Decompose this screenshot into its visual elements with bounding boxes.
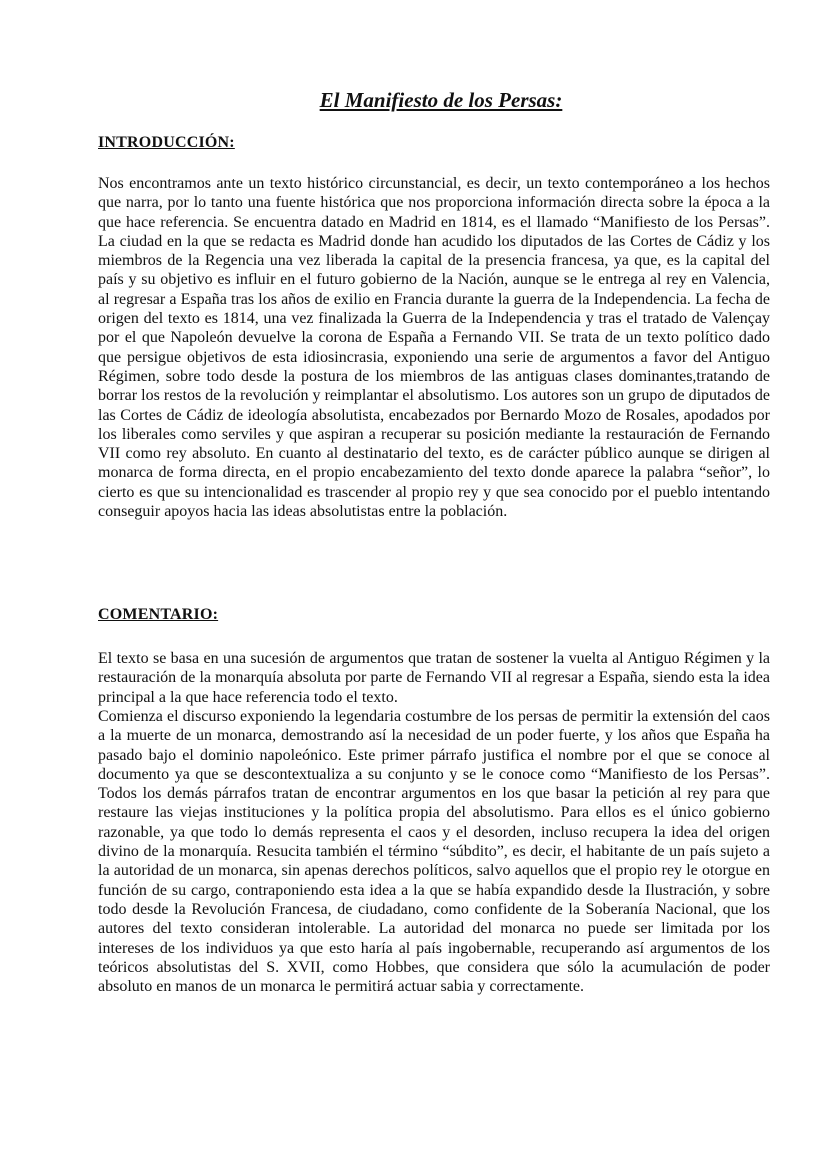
paragraph-comentario-2: Comienza el discurso exponiendo la legendaria costumbre de los persas de permitir la extensión del caos a la muerte de un monarca, demostrando así la necesidad de un poder fuerte, y los años que España ha pasado bajo el dominio napoleónico. Este primer párrafo justifica el nombre por el que se conoce al documento ya que se descontextualiza a su conjunto y se le conoce como “Manifiesto de los Persas”. Todos los demás párrafos tratan de encontrar argumentos en los que basar la petición al rey para que restaure las viejas instituciones y la política propia del absolutismo. Para ellos es el único gobierno razonable, ya que todo lo demás representa el caos y el desorden, incluso recupera la idea del origen divino de la monarquía. Resucita también el término “súbdito”, es decir, el habitante de un país sujeto a la autoridad de un monarca, sin apenas derechos políticos, salvo aquellos que el propio rey le otorgue en función de su cargo, contraponiendo esta idea a la que se había expandido desde la Ilustración, y sobre todo desde la Revolución Francesa, de ciudadano, como confidente de la Soberanía Nacional, que los autores del texto consideran intolerable. La autoridad del monarca no puede ser limitada por los intereses de los individuos ya que esto haría al país ingobernable, recuperando así argumentos de los teóricos absolutistas del S. XVII, como Hobbes, que considera que sólo la acumulación de poder absoluto en manos de un monarca le permitirá actuar sabia y correctamente.: [98, 708, 770, 996]
section-heading-comentario: COMENTARIO:: [98, 606, 219, 623]
document-title: El Manifiesto de los Persas:: [319, 88, 563, 112]
paragraph-introduccion: Nos encontramos ante un texto histórico circunstancial, es decir, un texto contemporáneo a los hechos que narra, por lo tanto una fuente histórica que nos proporciona información directa sobre la época a la que hace referencia. Se encuentra datado en Madrid en 1814, es el llamado “Manifiesto de los Persas”. La ciudad en la que se redacta es Madrid donde han acudido los diputados de las Cortes de Cádiz y los miembros de la Regencia una vez liberada la capital de la presencia francesa, ya que, es la capital del país y su objetivo es influir en el futuro gobierno de la Nación, aunque se le entrega al rey en Valencia, al regresar a España tras los años de exilio en Francia durante la guerra de la Independencia. La fecha de origen del texto es 1814, una vez finalizada la Guerra de la Independencia y tras el tratado de Valençay por el que Napoleón devuelve la corona de España a Fernando VII. Se trata de un texto político dado que persigue objetivos de esta idiosincrasia, exponiendo una serie de argumentos a favor del Antiguo Régimen, sobre todo desde la postura de los miembros de las antiguas clases dominantes,tratando de borrar los restos de la revolución y reimplantar el absolutismo. Los autores son un grupo de diputados de las Cortes de Cádiz de ideología absolutista, encabezados por Bernardo Mozo de Rosales, apodados por los liberales como serviles y que aspiran a recuperar su posición mediante la restauración de Fernando VII como rey absoluto. En cuanto al destinatario del texto, es de carácter público aunque se dirigen al monarca de forma directa, en el propio encabezamiento del texto donde aparece la palabra “señor”, lo cierto es que su intencionalidad es trascender al propio rey y que sea conocido por el pueblo intentando conseguir apoyos hacia las ideas absolutistas entre la población.: [98, 175, 770, 521]
paragraph-comentario-1: El texto se basa en una sucesión de argumentos que tratan de sostener la vuelta al Antiguo Régimen y la restauración de la monarquía absoluta por parte de Fernando VII al regresar a España, siendo esta la idea principal a la que hace referencia todo el texto.: [98, 650, 770, 706]
section-heading-introduccion: INTRODUCCIÓN:: [98, 134, 235, 151]
